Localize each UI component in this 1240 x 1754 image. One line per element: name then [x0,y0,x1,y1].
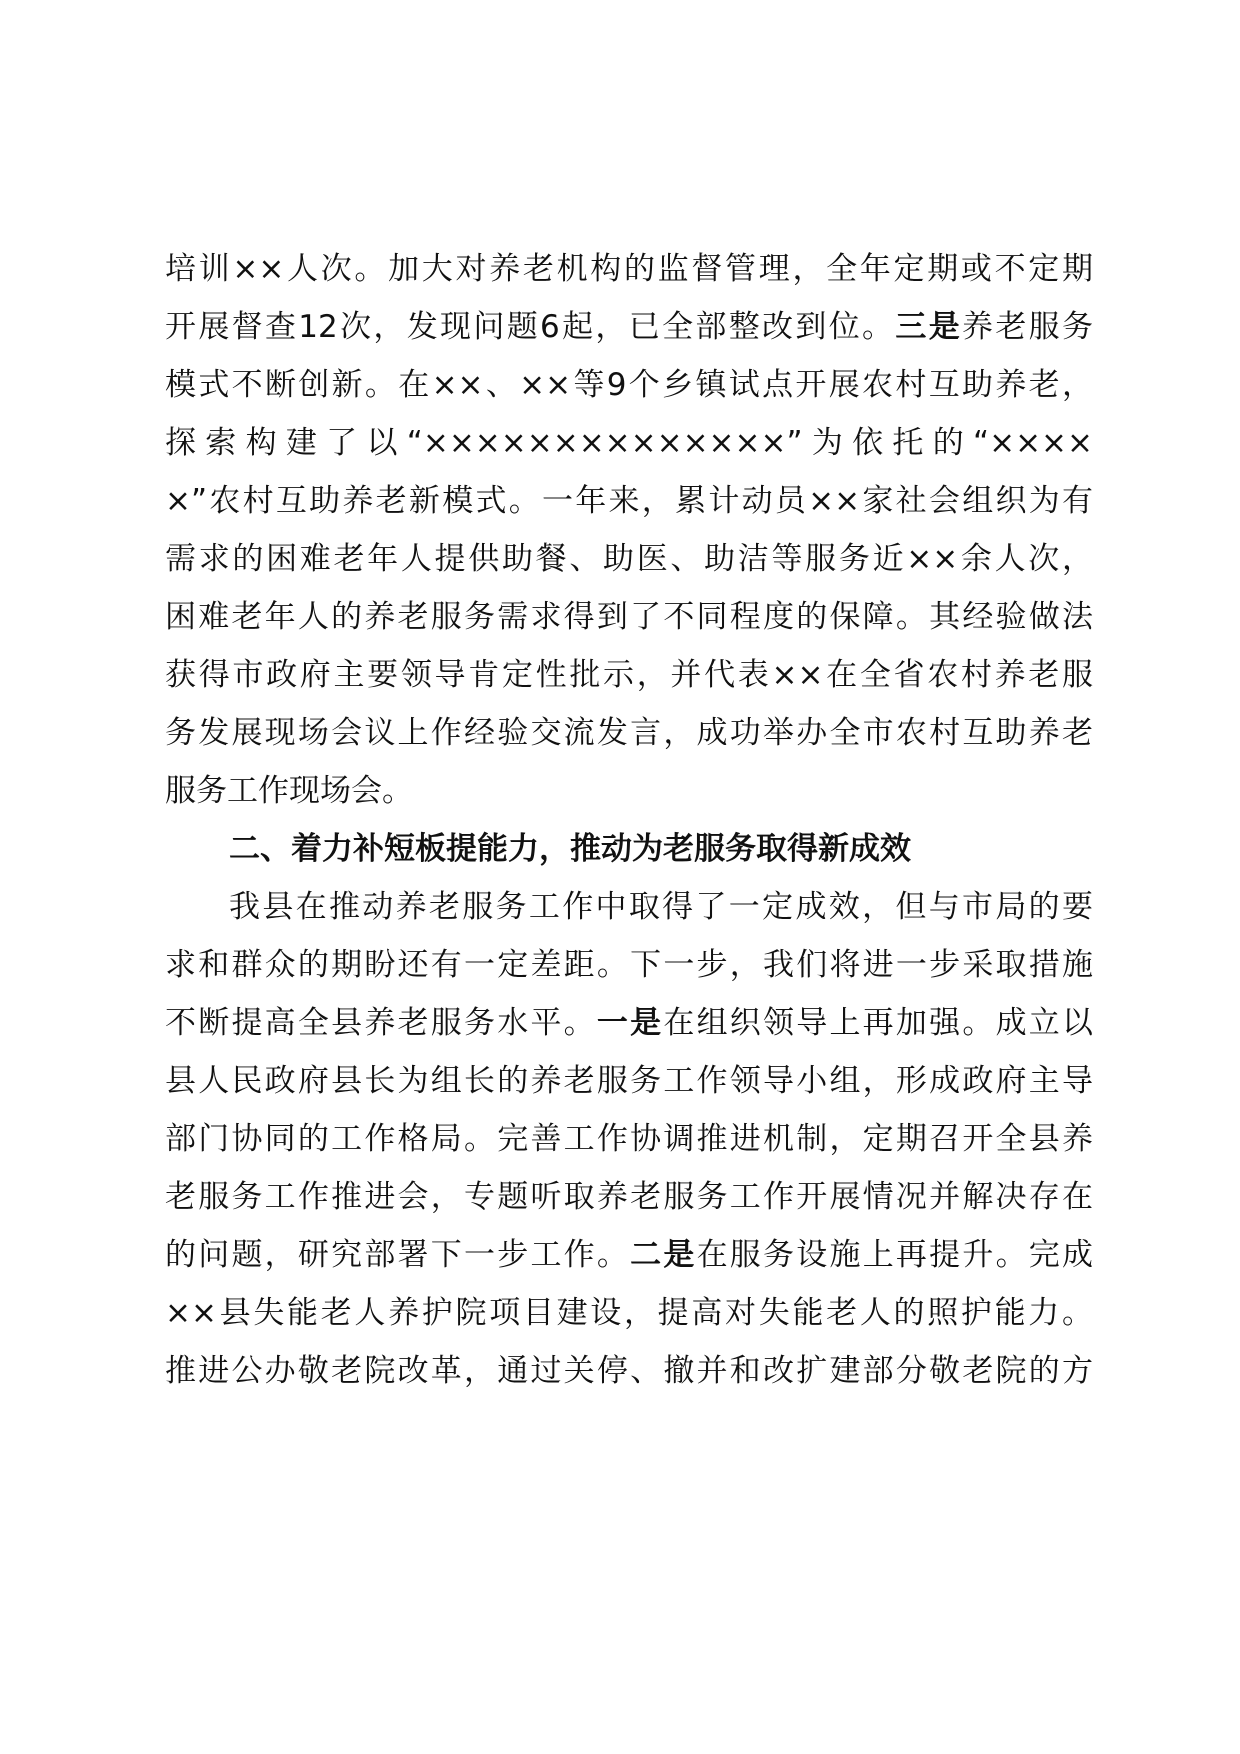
emphasis-ordinal: 一是 [596,1005,664,1041]
text-line: 我县在推动养老服务工作中取得了一定成效，但与市局的要 [229,889,1093,925]
text-line: 模式不断创新。在××、××等9个乡镇试点开展农村互助养老， [165,367,1093,403]
text-line: 开展督查12次，发现问题6起，已全部整改到位。三是养老服务 [165,309,1094,345]
text-line: 老服务工作推进会，专题听取养老服务工作开展情况并解决存在 [165,1179,1093,1215]
text-line: 求和群众的期盼还有一定差距。下一步，我们将进一步采取措施 [165,947,1093,983]
text-line: 需求的困难老年人提供助餐、助医、助洁等服务近××余人次， [165,541,1093,577]
text-line: 县人民政府县长为组长的养老服务工作领导小组，形成政府主导 [165,1063,1093,1099]
text-line: 部门协同的工作格局。完善工作协调推进机制，定期召开全县养 [165,1121,1093,1157]
text-line: 困难老年人的养老服务需求得到了不同程度的保障。其经验做法 [165,599,1093,635]
text-line: 服务工作现场会。 [165,773,413,809]
emphasis-ordinal: 三是 [895,309,963,345]
text-line: 不断提高全县养老服务水平。一是在组织领导上再加强。成立以 [165,1005,1094,1041]
text-line: 培训××人次。加大对养老机构的监督管理，全年定期或不定期 [165,251,1093,287]
text-line: ××县失能老人养护院项目建设，提高对失能老人的照护能力。 [165,1295,1093,1331]
text-line: 务发展现场会议上作经验交流发言，成功举办全市农村互助养老 [165,715,1093,751]
text-line: ×”农村互助养老新模式。一年来，累计动员××家社会组织为有 [165,483,1093,519]
text-line: 推进公办敬老院改革，通过关停、撤并和改扩建部分敬老院的方 [165,1353,1093,1389]
section-heading: 二、着力补短板提能力，推动为老服务取得新成效 [229,831,911,867]
text-line: 的问题，研究部署下一步工作。二是在服务设施上再提升。完成 [165,1237,1094,1273]
text-line: 获得市政府主要领导肯定性批示，并代表××在全省农村养老服 [165,657,1093,693]
emphasis-ordinal: 二是 [630,1237,697,1273]
text-line: 探索构建了以“××××××××××××××”为依托的“×××× [165,425,1093,461]
